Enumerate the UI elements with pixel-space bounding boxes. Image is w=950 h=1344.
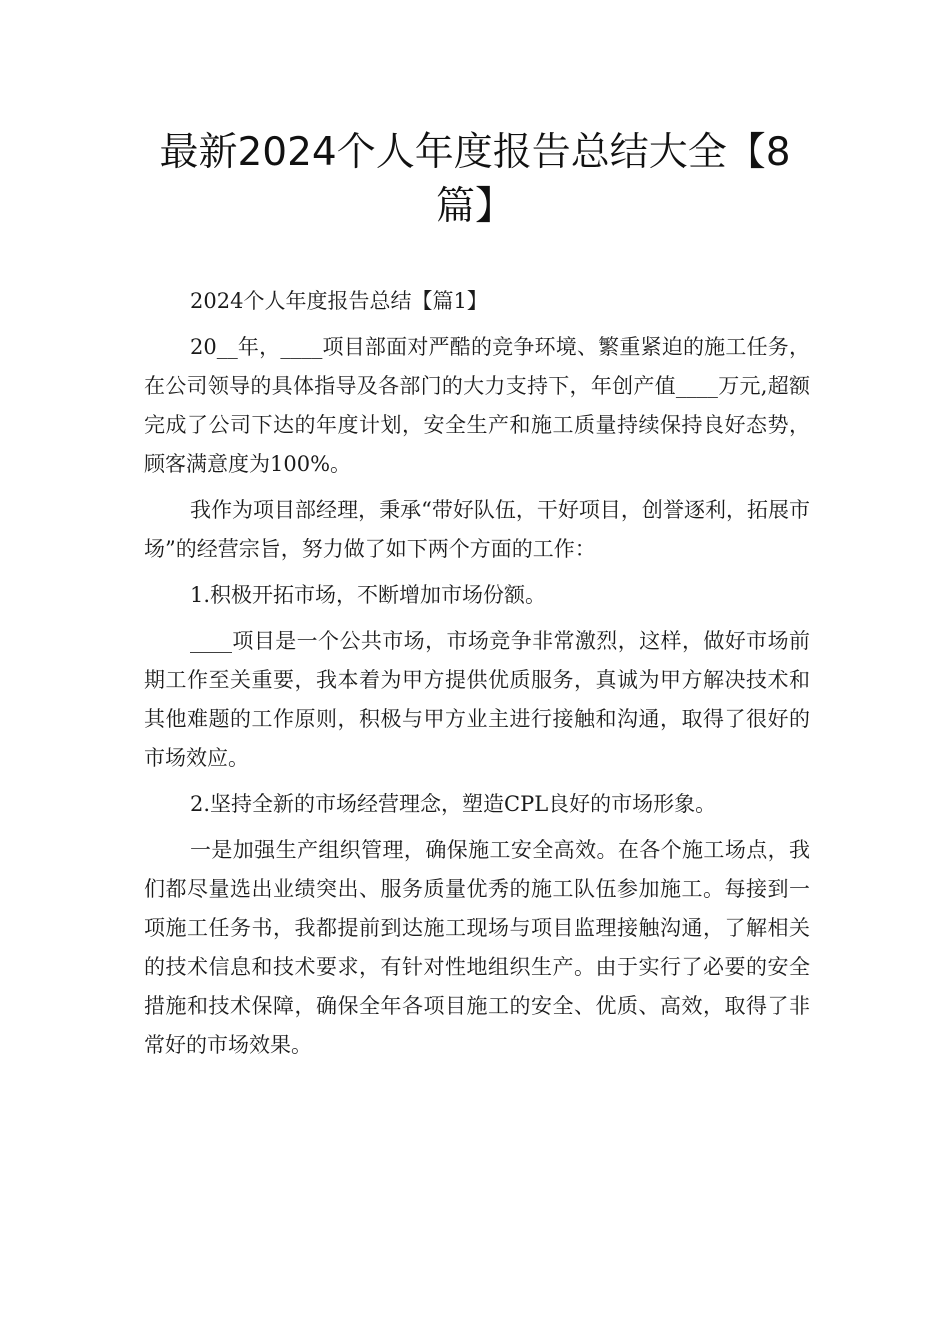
section-heading: 2024个人年度报告总结【篇1】 (190, 289, 488, 313)
title-line-2: 篇】 (435, 184, 514, 229)
paragraph: 一是加强生产组织管理，确保施工安全高效。在各个施工场点，我们都尽量选出业绩突出、服务质量优秀的施工队伍参加施工。每接到一项施工任务书，我都提前到达施工现场与项目监理接触沟通，了解相关的技术信息和技术要求，有针对性地组织生产。由于实行了必要的安全措施和技术保障，确保全年各项目施工的安全、优质、高效，取得了非常好的市场效果。 (144, 838, 810, 1057)
paragraph: ____项目是一个公共市场，市场竞争非常激烈，这样，做好市场前期工作至关重要，我本着为甲方提供优质服务，真诚为甲方解决技术和其他难题的工作原则，积极与甲方业主进行接触和沟通，取得了很好的市场效应。 (144, 629, 810, 770)
numbered-heading: 1.积极开拓市场，不断增加市场份额。 (190, 583, 547, 607)
document-title (120, 126, 830, 234)
numbered-heading: 2.坚持全新的市场经营理念，塑造CPL良好的市场形象。 (190, 792, 717, 816)
document-body (144, 282, 810, 1065)
paragraph: 20__年，____项目部面对严酷的竞争环境、繁重紧迫的施工任务，在公司领导的具体指导及各部门的大力支持下，年创产值____万元,超额完成了公司下达的年度计划，安全生产和施工质量持续保持良好态势，顾客满意度为100%。 (144, 335, 810, 476)
title-line-1: 最新2024个人年度报告总结大全【8 (159, 130, 791, 175)
paragraph: 我作为项目部经理，秉承“带好队伍，干好项目，创誉逐利，拓展市场”的经营宗旨，努力做了如下两个方面的工作： (144, 498, 810, 561)
